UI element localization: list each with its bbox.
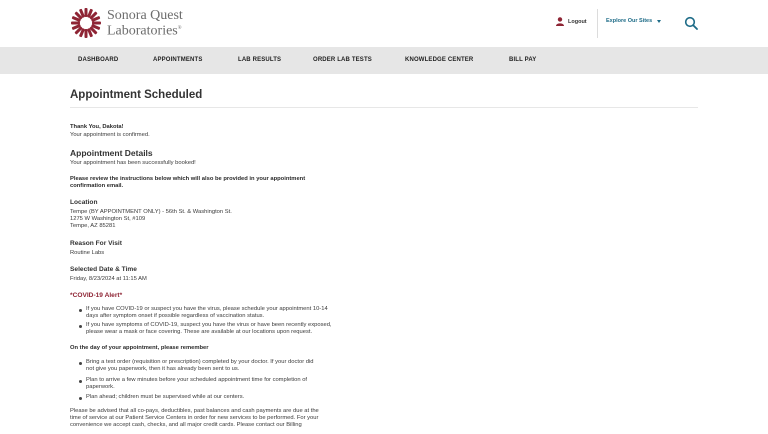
nav-order-lab-tests[interactable]: ORDER LAB TESTS (313, 57, 372, 63)
header-divider (597, 9, 598, 38)
brand-logo[interactable] (70, 7, 183, 39)
advised-line3: convenience we accept cash, checks, and all major credit cards. Please contact our Billing (70, 422, 302, 428)
logout-button[interactable] (556, 17, 587, 26)
nav-lab-results[interactable]: LAB RESULTS (238, 57, 282, 63)
sonora-quest-logo-icon (70, 7, 102, 39)
page-title: Appointment Scheduled (70, 89, 203, 101)
day-of-heading: On the day of your appointment, please remember (70, 345, 209, 351)
logout-label: Logout (568, 18, 587, 25)
reason-value: Routine Labs (70, 250, 105, 256)
datetime-label: Selected Date & Time (70, 266, 137, 273)
nav-bill-pay[interactable]: BILL PAY (509, 57, 537, 63)
location-line3: Tempe, AZ 85281 (70, 223, 116, 229)
covid-bullet-2-line2: please wear a mask or face covering. These are available at our locations upon request. (86, 329, 313, 335)
location-line2: 1275 W Washington St, #109 (70, 216, 146, 222)
confirmed-text: Your appointment is confirmed. (70, 132, 150, 138)
reason-label: Reason For Visit (70, 240, 122, 247)
thanks-text: Thank You, Dakota! (70, 124, 124, 130)
day-bullet-2-line1: Plan to arrive a few minutes before your scheduled appointment time for completion of (86, 377, 308, 383)
day-bullet-1-line2: not give you paperwork, then it has already been sent to us. (86, 366, 240, 372)
day-bullet-2-line2: paperwork. (86, 384, 115, 390)
bullet-dot (79, 309, 82, 312)
bullet-dot (79, 380, 82, 383)
advised-line1: Please be advised that all co-pays, deductibles, past balances and cash payments are due at the (70, 408, 319, 414)
covid-bullet-2-line1: If you have symptoms of COVID-19, suspect you have the virus or have been recently exposed, (86, 322, 332, 328)
title-divider (70, 107, 698, 108)
brand-line2: Laboratories (107, 23, 178, 39)
day-bullet-1-line1: Bring a test order (requisition or prescription) completed by your doctor. If your doctor did (86, 359, 314, 365)
covid-alert-heading: *COVID-19 Alert* (70, 292, 123, 299)
review-instructions-line1: Please review the instructions below which will also be provided in your appointment (70, 176, 306, 182)
search-icon[interactable] (684, 16, 698, 30)
appointment-details-heading: Appointment Details (70, 148, 153, 158)
explore-sites-dropdown[interactable] (606, 18, 661, 24)
covid-bullet-1-line2: days after symptom onset if possible regardless of vaccination status. (86, 313, 265, 319)
review-instructions-line2: confirmation email. (70, 183, 124, 189)
user-icon (556, 17, 564, 26)
advised-line2: time of service at our Patient Service Centers in order for new services to be performed. For your (70, 415, 319, 421)
datetime-value: Friday, 8/23/2024 at 11:15 AM (70, 276, 147, 282)
brand-line1: Sonora Quest (107, 7, 183, 23)
booked-text: Your appointment has been successfully booked! (70, 160, 196, 166)
bullet-dot (79, 397, 82, 400)
nav-knowledge-center[interactable]: KNOWLEDGE CENTER (405, 57, 474, 63)
nav-dashboard[interactable]: DASHBOARD (78, 57, 119, 63)
main-nav (0, 47, 768, 74)
covid-bullet-1-line1: If you have COVID-19 or suspect you have the virus, please schedule your appointment 10-14 (86, 306, 328, 312)
bullet-dot (79, 362, 82, 365)
site-header (0, 0, 768, 47)
location-label: Location (70, 199, 98, 206)
location-line1: Tempe (BY APPOINTMENT ONLY) - 56th St. & Washington St. (70, 209, 232, 215)
nav-appointments[interactable]: APPOINTMENTS (153, 57, 203, 63)
registered-mark: ® (177, 25, 182, 31)
bullet-dot (79, 325, 82, 328)
caret-down-icon (657, 20, 661, 23)
explore-sites-label: Explore Our Sites (606, 18, 653, 24)
brand-name (107, 9, 183, 38)
day-bullet-3-line1: Plan ahead; children must be supervised while at our centers. (86, 394, 245, 400)
